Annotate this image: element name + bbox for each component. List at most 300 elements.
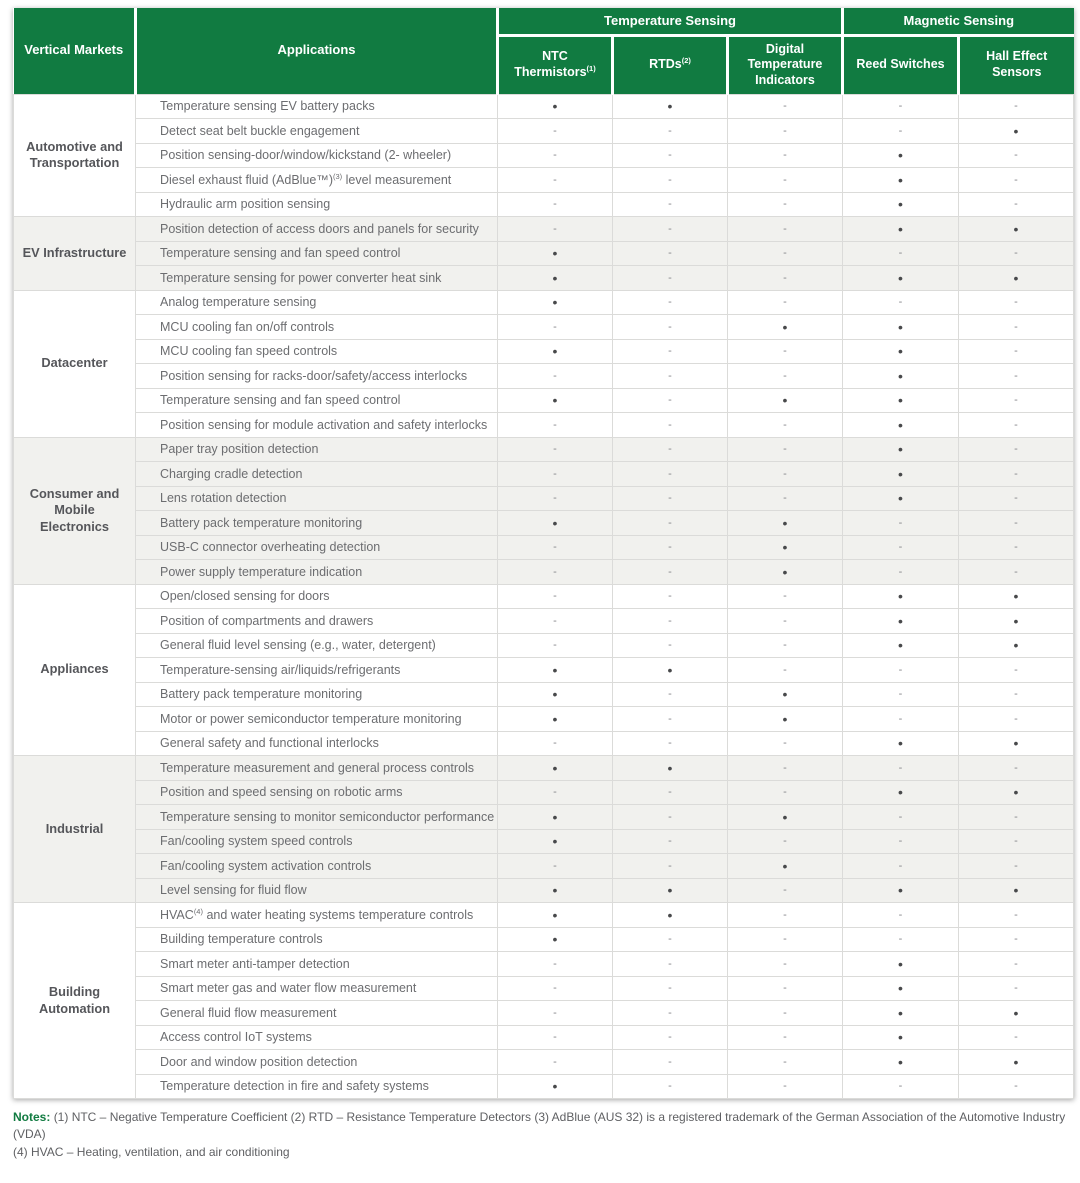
dash-marker: - bbox=[959, 168, 1074, 193]
dash-marker: - bbox=[613, 364, 728, 389]
dash-marker: - bbox=[843, 854, 959, 879]
dash-marker: - bbox=[843, 535, 959, 560]
dash-marker: - bbox=[959, 707, 1074, 732]
footnote-ref: (3) bbox=[333, 171, 343, 181]
application-cell: Hydraulic arm position sensing bbox=[136, 192, 498, 217]
application-cell: Battery pack temperature monitoring bbox=[136, 682, 498, 707]
dot-marker: • bbox=[843, 364, 959, 389]
col-group-temperature-sensing: Temperature Sensing bbox=[498, 8, 843, 35]
table-row bbox=[14, 217, 1074, 242]
dash-marker: - bbox=[613, 413, 728, 438]
col-header-digital-temperature-indicators bbox=[728, 35, 843, 94]
table-row bbox=[14, 388, 1074, 413]
dot-marker: • bbox=[498, 682, 613, 707]
dot-marker: • bbox=[613, 94, 728, 119]
dash-marker: - bbox=[959, 462, 1074, 487]
col-header-applications: Applications bbox=[136, 8, 498, 94]
dash-marker: - bbox=[498, 1050, 613, 1075]
dash-marker: - bbox=[498, 437, 613, 462]
dash-marker: - bbox=[728, 290, 843, 315]
application-cell: Power supply temperature indication bbox=[136, 560, 498, 585]
dash-marker: - bbox=[959, 290, 1074, 315]
table-row bbox=[14, 266, 1074, 291]
table-row bbox=[14, 682, 1074, 707]
dot-marker: • bbox=[843, 388, 959, 413]
dot-marker: • bbox=[843, 1025, 959, 1050]
dot-marker: • bbox=[959, 217, 1074, 242]
dash-marker: - bbox=[728, 829, 843, 854]
application-cell: Paper tray position detection bbox=[136, 437, 498, 462]
dash-marker: - bbox=[843, 658, 959, 683]
application-cell: Temperature sensing and fan speed control bbox=[136, 241, 498, 266]
dash-marker: - bbox=[728, 413, 843, 438]
col-header-vertical-markets: Vertical Markets bbox=[14, 8, 136, 94]
table-row bbox=[14, 437, 1074, 462]
table-row bbox=[14, 94, 1074, 119]
notes-line2: (4) HVAC – Heating, ventilation, and air conditioning bbox=[13, 1144, 290, 1159]
dash-marker: - bbox=[728, 878, 843, 903]
dash-marker: - bbox=[498, 609, 613, 634]
dash-marker: - bbox=[613, 119, 728, 144]
table-row bbox=[14, 339, 1074, 364]
dash-marker: - bbox=[959, 413, 1074, 438]
dash-marker: - bbox=[613, 437, 728, 462]
application-cell: Door and window position detection bbox=[136, 1050, 498, 1075]
dash-marker: - bbox=[613, 266, 728, 291]
dot-marker: • bbox=[843, 633, 959, 658]
table-row bbox=[14, 756, 1074, 781]
dash-marker: - bbox=[728, 1001, 843, 1026]
dot-marker: • bbox=[498, 290, 613, 315]
dash-marker: - bbox=[728, 731, 843, 756]
col-label: Reed Switches bbox=[856, 57, 945, 72]
table-header bbox=[14, 8, 1074, 94]
dash-marker: - bbox=[843, 241, 959, 266]
dot-marker: • bbox=[843, 878, 959, 903]
footnote-ref: (2) bbox=[681, 56, 691, 66]
dash-marker: - bbox=[728, 658, 843, 683]
dash-marker: - bbox=[728, 952, 843, 977]
dot-marker: • bbox=[728, 805, 843, 830]
dot-marker: • bbox=[843, 168, 959, 193]
dash-marker: - bbox=[728, 756, 843, 781]
dot-marker: • bbox=[843, 143, 959, 168]
dash-marker: - bbox=[498, 854, 613, 879]
dash-marker: - bbox=[498, 952, 613, 977]
dash-marker: - bbox=[613, 1025, 728, 1050]
dash-marker: - bbox=[613, 217, 728, 242]
dot-marker: • bbox=[843, 976, 959, 1001]
dash-marker: - bbox=[959, 658, 1074, 683]
dash-marker: - bbox=[613, 143, 728, 168]
market-cell: Automotive and Transportation bbox=[14, 94, 136, 217]
table-row bbox=[14, 1001, 1074, 1026]
dash-marker: - bbox=[728, 364, 843, 389]
dash-marker: - bbox=[613, 1001, 728, 1026]
table-row bbox=[14, 241, 1074, 266]
dash-marker: - bbox=[613, 462, 728, 487]
dash-marker: - bbox=[843, 927, 959, 952]
dash-marker: - bbox=[959, 143, 1074, 168]
application-cell: USB-C connector overheating detection bbox=[136, 535, 498, 560]
dash-marker: - bbox=[613, 486, 728, 511]
dash-marker: - bbox=[613, 707, 728, 732]
table-row bbox=[14, 364, 1074, 389]
table-row bbox=[14, 511, 1074, 536]
dash-marker: - bbox=[959, 241, 1074, 266]
table-row bbox=[14, 290, 1074, 315]
dash-marker: - bbox=[959, 756, 1074, 781]
footnote-ref: (1) bbox=[586, 63, 596, 73]
dash-marker: - bbox=[843, 829, 959, 854]
dash-marker: - bbox=[959, 829, 1074, 854]
table-row bbox=[14, 829, 1074, 854]
dash-marker: - bbox=[613, 952, 728, 977]
dash-marker: - bbox=[613, 315, 728, 340]
market-cell: Consumer and Mobile Electronics bbox=[14, 437, 136, 584]
dot-marker: • bbox=[498, 94, 613, 119]
dash-marker: - bbox=[843, 805, 959, 830]
dash-marker: - bbox=[959, 1025, 1074, 1050]
market-cell: Building Automation bbox=[14, 903, 136, 1099]
application-cell: General safety and functional interlocks bbox=[136, 731, 498, 756]
dot-marker: • bbox=[959, 780, 1074, 805]
dot-marker: • bbox=[498, 903, 613, 928]
dot-marker: • bbox=[498, 805, 613, 830]
application-cell: Smart meter anti-tamper detection bbox=[136, 952, 498, 977]
dash-marker: - bbox=[959, 192, 1074, 217]
dot-marker: • bbox=[728, 388, 843, 413]
dash-marker: - bbox=[613, 1050, 728, 1075]
dot-marker: • bbox=[498, 927, 613, 952]
dash-marker: - bbox=[613, 388, 728, 413]
table-row bbox=[14, 1025, 1074, 1050]
dash-marker: - bbox=[728, 609, 843, 634]
dot-marker: • bbox=[843, 584, 959, 609]
dash-marker: - bbox=[843, 94, 959, 119]
dash-marker: - bbox=[959, 388, 1074, 413]
dot-marker: • bbox=[843, 413, 959, 438]
table-row bbox=[14, 854, 1074, 879]
dash-marker: - bbox=[959, 805, 1074, 830]
dash-marker: - bbox=[498, 780, 613, 805]
application-cell: Motor or power semiconductor temperature monitoring bbox=[136, 707, 498, 732]
table-row bbox=[14, 486, 1074, 511]
dash-marker: - bbox=[498, 976, 613, 1001]
dash-marker: - bbox=[959, 486, 1074, 511]
dash-marker: - bbox=[728, 486, 843, 511]
dash-marker: - bbox=[843, 1074, 959, 1099]
col-header-reed-switches bbox=[843, 35, 959, 94]
col-label: Hall Effect Sensors bbox=[986, 49, 1048, 79]
dash-marker: - bbox=[728, 241, 843, 266]
dash-marker: - bbox=[613, 241, 728, 266]
application-cell: Diesel exhaust fluid (AdBlue™)$^{(3)}$ level measurement bbox=[136, 168, 498, 193]
dash-marker: - bbox=[728, 168, 843, 193]
dot-marker: • bbox=[498, 241, 613, 266]
dot-marker: • bbox=[498, 707, 613, 732]
dot-marker: • bbox=[843, 486, 959, 511]
table-row bbox=[14, 168, 1074, 193]
application-cell: Battery pack temperature monitoring bbox=[136, 511, 498, 536]
dash-marker: - bbox=[498, 731, 613, 756]
application-cell: Fan/cooling system speed controls bbox=[136, 829, 498, 854]
application-cell: Temperature detection in fire and safety systems bbox=[136, 1074, 498, 1099]
dash-marker: - bbox=[498, 633, 613, 658]
table-row bbox=[14, 976, 1074, 1001]
application-cell: Position detection of access doors and panels for security bbox=[136, 217, 498, 242]
dash-marker: - bbox=[498, 217, 613, 242]
application-cell: Position sensing-door/window/kickstand (2- wheeler) bbox=[136, 143, 498, 168]
dot-marker: • bbox=[843, 315, 959, 340]
dash-marker: - bbox=[498, 119, 613, 144]
application-cell: Temperature sensing and fan speed control bbox=[136, 388, 498, 413]
dash-marker: - bbox=[498, 413, 613, 438]
table-row bbox=[14, 658, 1074, 683]
market-cell: Industrial bbox=[14, 756, 136, 903]
footnotes bbox=[13, 1109, 1073, 1161]
dot-marker: • bbox=[498, 388, 613, 413]
table-row bbox=[14, 1074, 1074, 1099]
dash-marker: - bbox=[959, 903, 1074, 928]
dash-marker: - bbox=[959, 560, 1074, 585]
dash-marker: - bbox=[498, 364, 613, 389]
table-row bbox=[14, 462, 1074, 487]
application-cell: Detect seat belt buckle engagement bbox=[136, 119, 498, 144]
table-row bbox=[14, 119, 1074, 144]
table-row bbox=[14, 633, 1074, 658]
dot-marker: • bbox=[498, 878, 613, 903]
dash-marker: - bbox=[959, 1074, 1074, 1099]
dash-marker: - bbox=[728, 94, 843, 119]
dash-marker: - bbox=[613, 339, 728, 364]
dash-marker: - bbox=[728, 633, 843, 658]
table-row bbox=[14, 584, 1074, 609]
dot-marker: • bbox=[843, 339, 959, 364]
dash-marker: - bbox=[959, 94, 1074, 119]
dot-marker: • bbox=[843, 462, 959, 487]
market-cell: Datacenter bbox=[14, 290, 136, 437]
dash-marker: - bbox=[959, 364, 1074, 389]
table-row bbox=[14, 878, 1074, 903]
dash-marker: - bbox=[613, 168, 728, 193]
dash-marker: - bbox=[959, 535, 1074, 560]
application-cell: General fluid flow measurement bbox=[136, 1001, 498, 1026]
sensor-application-matrix bbox=[13, 8, 1074, 1099]
dot-marker: • bbox=[959, 633, 1074, 658]
dash-marker: - bbox=[959, 682, 1074, 707]
dash-marker: - bbox=[613, 290, 728, 315]
dash-marker: - bbox=[728, 780, 843, 805]
dash-marker: - bbox=[728, 976, 843, 1001]
dash-marker: - bbox=[728, 437, 843, 462]
application-cell: Temperature sensing EV battery packs bbox=[136, 94, 498, 119]
dot-marker: • bbox=[728, 854, 843, 879]
table-row bbox=[14, 560, 1074, 585]
dash-marker: - bbox=[613, 780, 728, 805]
application-cell: Position sensing for racks-door/safety/access interlocks bbox=[136, 364, 498, 389]
dot-marker: • bbox=[728, 682, 843, 707]
dot-marker: • bbox=[728, 535, 843, 560]
dash-marker: - bbox=[843, 903, 959, 928]
dot-marker: • bbox=[959, 1001, 1074, 1026]
table-row bbox=[14, 780, 1074, 805]
footnote-ref: (4) bbox=[193, 906, 203, 916]
dot-marker: • bbox=[843, 731, 959, 756]
application-cell: Open/closed sensing for doors bbox=[136, 584, 498, 609]
dash-marker: - bbox=[613, 535, 728, 560]
dash-marker: - bbox=[959, 952, 1074, 977]
dash-marker: - bbox=[728, 192, 843, 217]
dash-marker: - bbox=[498, 560, 613, 585]
dot-marker: • bbox=[498, 266, 613, 291]
col-label: NTC Thermistors bbox=[514, 49, 587, 79]
dash-marker: - bbox=[613, 976, 728, 1001]
dash-marker: - bbox=[613, 609, 728, 634]
dot-marker: • bbox=[959, 878, 1074, 903]
application-cell: Smart meter gas and water flow measurement bbox=[136, 976, 498, 1001]
application-cell: Temperature sensing to monitor semiconductor performance bbox=[136, 805, 498, 830]
market-cell: Appliances bbox=[14, 584, 136, 756]
dash-marker: - bbox=[498, 584, 613, 609]
dash-marker: - bbox=[613, 805, 728, 830]
dot-marker: • bbox=[959, 1050, 1074, 1075]
dash-marker: - bbox=[959, 339, 1074, 364]
dot-marker: • bbox=[498, 511, 613, 536]
dot-marker: • bbox=[959, 731, 1074, 756]
table-row bbox=[14, 535, 1074, 560]
dash-marker: - bbox=[728, 339, 843, 364]
table-row bbox=[14, 413, 1074, 438]
dot-marker: • bbox=[959, 584, 1074, 609]
dash-marker: - bbox=[728, 584, 843, 609]
application-cell: HVAC$^{(4)}$ and water heating systems temperature controls bbox=[136, 903, 498, 928]
notes-line1: (1) NTC – Negative Temperature Coefficient (2) RTD – Resistance Temperature Detectors (3) AdBlue (AUS 32) is a registered trademark of the German Association of the Automotive Industry (VDA) bbox=[13, 1110, 1066, 1142]
dash-marker: - bbox=[613, 511, 728, 536]
header-span-row bbox=[14, 8, 1074, 35]
table-row bbox=[14, 903, 1074, 928]
col-group-magnetic-sensing: Magnetic Sensing bbox=[843, 8, 1074, 35]
dot-marker: • bbox=[728, 707, 843, 732]
dash-marker: - bbox=[613, 854, 728, 879]
dot-marker: • bbox=[498, 829, 613, 854]
dash-marker: - bbox=[843, 560, 959, 585]
dash-marker: - bbox=[728, 266, 843, 291]
application-cell: Temperature-sensing air/liquids/refrigerants bbox=[136, 658, 498, 683]
dash-marker: - bbox=[959, 976, 1074, 1001]
dot-marker: • bbox=[843, 780, 959, 805]
table-row bbox=[14, 927, 1074, 952]
dash-marker: - bbox=[728, 217, 843, 242]
application-cell: Analog temperature sensing bbox=[136, 290, 498, 315]
dash-marker: - bbox=[843, 119, 959, 144]
table-row bbox=[14, 143, 1074, 168]
application-cell: Building temperature controls bbox=[136, 927, 498, 952]
dash-marker: - bbox=[959, 315, 1074, 340]
dash-marker: - bbox=[498, 486, 613, 511]
dash-marker: - bbox=[613, 560, 728, 585]
dash-marker: - bbox=[728, 1025, 843, 1050]
dot-marker: • bbox=[613, 658, 728, 683]
dash-marker: - bbox=[613, 829, 728, 854]
dot-marker: • bbox=[959, 119, 1074, 144]
dash-marker: - bbox=[959, 927, 1074, 952]
table-row bbox=[14, 731, 1074, 756]
dot-marker: • bbox=[843, 437, 959, 462]
dot-marker: • bbox=[959, 266, 1074, 291]
dash-marker: - bbox=[498, 535, 613, 560]
table-row bbox=[14, 609, 1074, 634]
dot-marker: • bbox=[613, 756, 728, 781]
dot-marker: • bbox=[498, 658, 613, 683]
dash-marker: - bbox=[613, 731, 728, 756]
dot-marker: • bbox=[613, 878, 728, 903]
dash-marker: - bbox=[498, 315, 613, 340]
dash-marker: - bbox=[613, 1074, 728, 1099]
dash-marker: - bbox=[728, 143, 843, 168]
dot-marker: • bbox=[843, 952, 959, 977]
col-label: Digital Temperature Indicators bbox=[747, 41, 823, 87]
dash-marker: - bbox=[728, 1074, 843, 1099]
application-cell: Temperature sensing for power converter heat sink bbox=[136, 266, 498, 291]
application-cell: Temperature measurement and general process controls bbox=[136, 756, 498, 781]
table-body bbox=[14, 94, 1074, 1099]
dot-marker: • bbox=[843, 266, 959, 291]
dash-marker: - bbox=[728, 903, 843, 928]
dot-marker: • bbox=[498, 339, 613, 364]
dot-marker: • bbox=[498, 1074, 613, 1099]
dash-marker: - bbox=[843, 756, 959, 781]
dash-marker: - bbox=[843, 511, 959, 536]
dot-marker: • bbox=[728, 511, 843, 536]
dash-marker: - bbox=[498, 1001, 613, 1026]
dash-marker: - bbox=[613, 584, 728, 609]
table-row bbox=[14, 805, 1074, 830]
market-cell: EV Infrastructure bbox=[14, 217, 136, 291]
notes-label: Notes: bbox=[13, 1110, 51, 1124]
dash-marker: - bbox=[498, 462, 613, 487]
dash-marker: - bbox=[728, 927, 843, 952]
dash-marker: - bbox=[498, 192, 613, 217]
dot-marker: • bbox=[843, 217, 959, 242]
table-row bbox=[14, 192, 1074, 217]
application-cell: Lens rotation detection bbox=[136, 486, 498, 511]
application-cell: Position of compartments and drawers bbox=[136, 609, 498, 634]
dash-marker: - bbox=[728, 1050, 843, 1075]
application-cell: General fluid level sensing (e.g., water, detergent) bbox=[136, 633, 498, 658]
dash-marker: - bbox=[959, 854, 1074, 879]
dash-marker: - bbox=[613, 682, 728, 707]
dot-marker: • bbox=[843, 1050, 959, 1075]
application-cell: Level sensing for fluid flow bbox=[136, 878, 498, 903]
dash-marker: - bbox=[843, 707, 959, 732]
dash-marker: - bbox=[959, 511, 1074, 536]
dot-marker: • bbox=[613, 903, 728, 928]
dot-marker: • bbox=[843, 609, 959, 634]
dot-marker: • bbox=[843, 1001, 959, 1026]
dash-marker: - bbox=[613, 927, 728, 952]
dash-marker: - bbox=[959, 437, 1074, 462]
dash-marker: - bbox=[613, 633, 728, 658]
dash-marker: - bbox=[728, 119, 843, 144]
table-row bbox=[14, 952, 1074, 977]
dash-marker: - bbox=[843, 290, 959, 315]
dash-marker: - bbox=[498, 143, 613, 168]
dash-marker: - bbox=[613, 192, 728, 217]
col-header-hall-effect-sensors bbox=[959, 35, 1074, 94]
dash-marker: - bbox=[498, 1025, 613, 1050]
col-header-ntc-thermistors bbox=[498, 35, 613, 94]
